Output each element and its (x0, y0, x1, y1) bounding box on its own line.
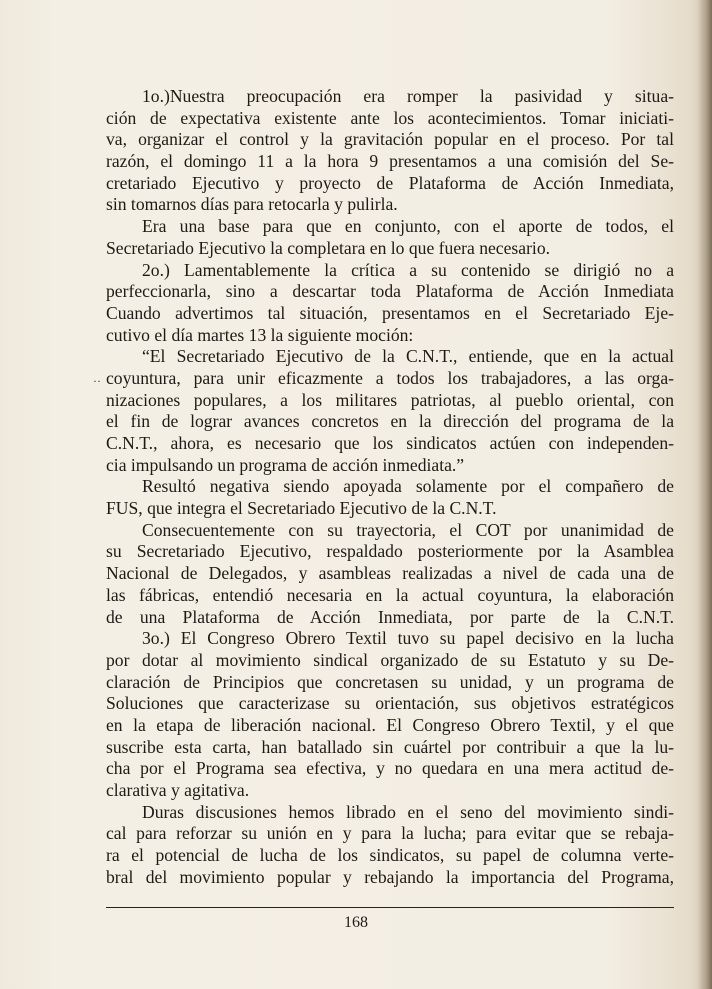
text-line: de una Plataforma de Acción Inmediata, por parte de la C.N.T. (106, 606, 674, 627)
text-line: nizaciones populares, a los militares patriotas, al pueblo oriental, con (106, 389, 674, 410)
footer-rule (106, 907, 674, 908)
text-line: Secretariado Ejecutivo la completara en lo que fuera necesario. (106, 237, 551, 258)
text-line: clarativa y agitativa. (106, 780, 250, 800)
text-line: FUS, que integra el Secretariado Ejecutivo de la C.N.T. (106, 498, 497, 519)
text-line: por dotar al movimiento sindical organizado de su Estatuto y su De- (106, 649, 674, 670)
text-line: Nacional de Delegados, y asambleas realizadas a nivel de cada una de (106, 563, 674, 584)
text-line: en la etapa de liberación nacional. El Congreso Obrero Textil, y el que (106, 714, 674, 735)
text-line: el fin de lograr avances concretos en la dirección del programa de la (106, 411, 674, 432)
page-spine-shadow (698, 0, 712, 989)
text-line: C.N.T., ahora, es necesario que los sindicatos actúen con independen- (106, 433, 674, 453)
text-line: Cuando advertimos tal situación, presentamos en el Secretariado Eje- (106, 302, 674, 323)
margin-mark: ·· (93, 374, 101, 388)
text-line: 1o.)Nuestra preocupación era romper la pasividad y situa- (142, 86, 674, 106)
text-line: Era una base para que en conjunto, con el aporte de todos, el (142, 216, 674, 237)
text-line: bral del movimiento popular y rebajando la importancia del Programa, (106, 866, 674, 887)
text-line: “El Secretariado Ejecutivo de la C.N.T., entiende, que en la actual (142, 346, 674, 367)
text-line: claración de Principios que concretasen su unidad, y un programa de (106, 671, 674, 692)
text-line: 2o.) Lamentablemente la crítica a su contenido se dirigió no a (142, 259, 674, 280)
text-line: cretariado Ejecutivo y proyecto de Plataforma de Acción Inmediata, (106, 172, 674, 193)
text-line: Duras discusiones hemos librado en el seno del movimiento sindi- (142, 801, 674, 822)
text-line: cal para reforzar su unión en y para la lucha; para evitar que se rebaja- (106, 823, 674, 844)
text-line: cha por el Programa sea efectiva, y no quedara en una mera actitud de- (106, 758, 674, 779)
text-line: 3o.) El Congreso Obrero Textil tuvo su papel decisivo en la lucha (142, 628, 674, 649)
body-text (106, 86, 674, 888)
text-line: Soluciones que caracterizase su orientación, sus objetivos estratégicos (106, 693, 674, 714)
text-line: perfeccionarla, sino a descartar toda Plataforma de Acción Inmediata (106, 281, 674, 302)
text-line: razón, el domingo 11 a la hora 9 presentamos a una comisión del Se- (106, 151, 674, 172)
text-line: coyuntura, para unir eficazmente a todos los trabajadores, a las orga- (106, 367, 674, 388)
text-line: su Secretariado Ejecutivo, respaldado posteriormente por la Asamblea (106, 541, 674, 562)
text-line: ra el potencial de lucha de los sindicatos, su papel de columna verte- (106, 845, 674, 866)
text-line: las fábricas, entendió necesaria en la actual coyuntura, la elaboración (106, 584, 674, 605)
page-number: 168 (344, 914, 368, 931)
text-line: Resultó negativa siendo apoyada solamente por el compañero de (142, 476, 674, 497)
text-line: suscribe esta carta, han batallado sin cuártel por contribuir a que la lu- (106, 736, 674, 757)
text-line: ción de expectativa existente ante los acontecimientos. Tomar iniciati- (106, 107, 674, 128)
text-line: cia impulsando un programa de acción inmediata.” (106, 454, 465, 475)
text-line: Consecuentemente con su trayectoria, el COT por unanimidad de (142, 519, 674, 540)
text-line: va, organizar el control y la gravitación popular en el proceso. Por tal (106, 129, 674, 150)
text-line: sin tomarnos días para retocarla y pulirla. (106, 194, 398, 215)
text-line: cutivo el día martes 13 la siguiente moción: (106, 324, 414, 345)
